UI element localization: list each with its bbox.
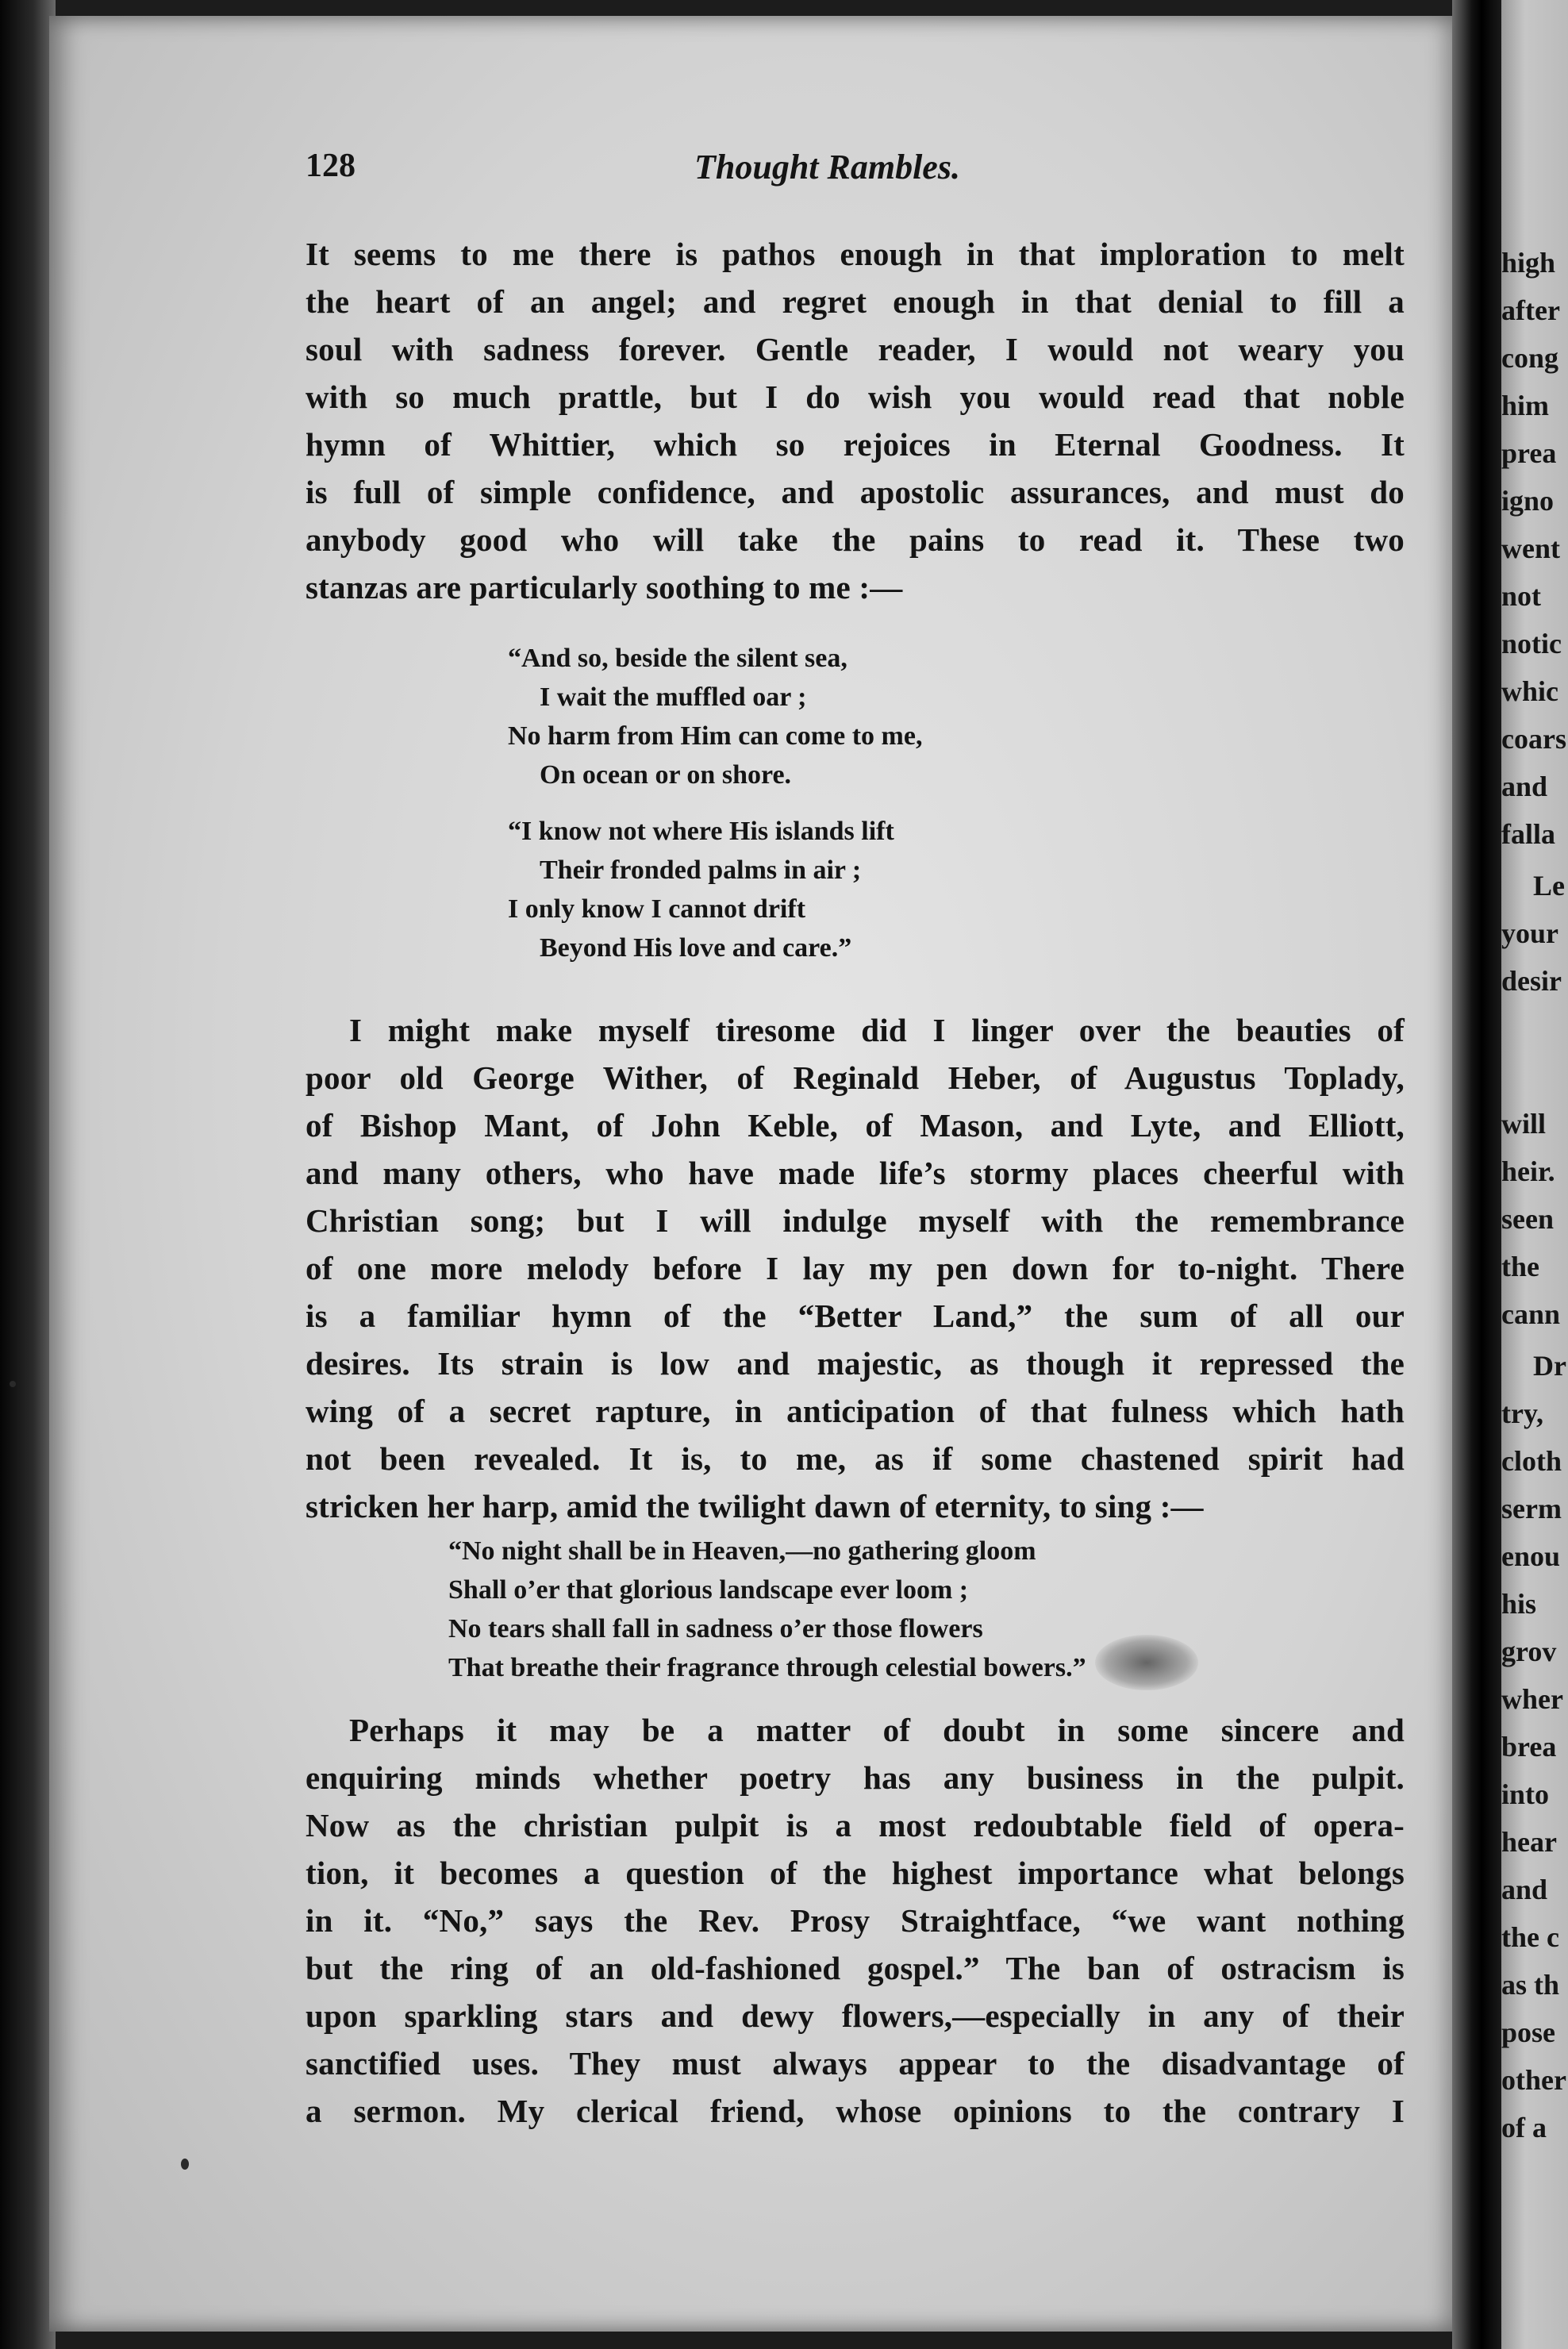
text-line: enquiring minds whether poetry has any business in the pulpit.	[306, 1759, 1405, 1796]
text-line: with so much prattle, but I do wish you would read that noble	[306, 379, 1405, 415]
facing-page-fragment: coars	[1501, 723, 1566, 755]
text-line: the heart of an angel; and regret enough in that denial to fill a	[306, 283, 1405, 320]
facing-page-fragment: whic	[1501, 675, 1558, 707]
facing-page-fragment: desir	[1501, 965, 1562, 997]
poem-quotation-2	[448, 1532, 1086, 1687]
paragraph-1	[306, 230, 1405, 611]
facing-page-fragment: igno	[1501, 485, 1555, 517]
text-line: soul with sadness forever. Gentle reader, I would not weary you	[306, 331, 1405, 367]
facing-page-fragment: not	[1501, 580, 1542, 612]
book-gutter	[1452, 0, 1501, 2349]
text-line: stricken her harp, amid the twilight dawn of eternity, to sing :—	[306, 1488, 1204, 1524]
facing-page-fragment: try,	[1501, 1397, 1543, 1429]
facing-page-fragment: brea	[1501, 1731, 1557, 1763]
poem-verse: No harm from Him can come to me,	[508, 721, 923, 751]
facing-page-fragment: as th	[1501, 1969, 1560, 2001]
text-line: and many others, who have made life’s stormy places cheerful with	[306, 1155, 1405, 1191]
poem-verse: Beyond His love and care.”	[540, 933, 852, 963]
poem-verse: No tears shall fall in sadness o’er those flowers	[448, 1614, 983, 1644]
text-line: desires. Its strain is low and majestic, as though it repressed the	[306, 1345, 1405, 1382]
text-line: but the ring of an old-fashioned gospel.” The ban of ostracism is	[306, 1950, 1405, 1986]
facing-page-fragment: grov	[1501, 1636, 1557, 1667]
facing-page-fragment: seen	[1501, 1203, 1554, 1235]
poem-stanza	[508, 639, 922, 794]
facing-page-fragment: into	[1501, 1778, 1550, 1810]
text-line: a sermon. My clerical friend, whose opinions to the contrary I	[306, 2093, 1405, 2129]
ink-blot	[1095, 1635, 1198, 1690]
text-line: Christian song; but I will indulge myself with the remembrance	[306, 1202, 1405, 1239]
text-line: tion, it becomes a question of the highest importance what belongs	[306, 1855, 1405, 1891]
facing-page-fragment: hear	[1501, 1826, 1557, 1858]
text-line: Now as the christian pulpit is a most redoubtable field of opera-	[306, 1807, 1405, 1843]
running-title: Thought Rambles.	[694, 148, 960, 186]
facing-page-fragment: falla	[1501, 818, 1555, 850]
facing-page-fragment: enou	[1501, 1540, 1561, 1572]
facing-page-fragment: and	[1501, 771, 1548, 802]
facing-page-fragment: cloth	[1501, 1445, 1562, 1477]
text-line: of one more melody before I lay my pen down for to-night. There	[306, 1250, 1405, 1286]
page-number: 128	[306, 148, 355, 184]
poem-verse: “I know not where His islands lift	[508, 817, 894, 846]
poem-verse: That breathe their fragrance through celestial bowers.”	[448, 1653, 1086, 1682]
facing-page-fragment: cong	[1501, 342, 1558, 374]
text-line: stanzas are particularly soothing to me :—	[306, 569, 903, 606]
facing-page-fragment: cann	[1501, 1298, 1561, 1330]
poem-verse: On ocean or on shore.	[540, 760, 792, 790]
facing-page-fragment: after	[1501, 294, 1560, 326]
text-line: is a familiar hymn of the “Better Land,” the sum of all our	[306, 1298, 1405, 1334]
facing-page-fragment: high	[1501, 247, 1556, 279]
facing-page-fragment: notic	[1501, 628, 1562, 659]
facing-page-fragment: pose	[1501, 2016, 1556, 2048]
poem-verse: “And so, beside the silent sea,	[508, 644, 847, 673]
text-line: of Bishop Mant, of John Keble, of Mason, and Lyte, and Elliott,	[306, 1107, 1405, 1144]
text-line: poor old George Wither, of Reginald Heber, of Augustus Toplady,	[306, 1059, 1405, 1096]
facing-page-fragment: of a	[1501, 2112, 1547, 2143]
facing-page-fragment: prea	[1501, 437, 1557, 469]
text-line: hymn of Whittier, which so rejoices in Eternal Goodness. It	[306, 426, 1405, 463]
ink-speck	[10, 1381, 16, 1387]
text-line: not been revealed. It is, to me, as if some chastened spirit had	[306, 1440, 1405, 1477]
facing-page-edge	[1501, 0, 1568, 2349]
facing-page-fragment: your	[1501, 917, 1558, 949]
text-line: in it. “No,” says the Rev. Prosy Straightface, “we want nothing	[306, 1902, 1405, 1939]
poem-quotation-1	[508, 639, 922, 985]
paragraph-2	[306, 1006, 1405, 1530]
facing-page-fragment: Dr	[1533, 1350, 1566, 1382]
page-header	[306, 147, 1409, 194]
facing-page-fragment: will	[1501, 1108, 1547, 1140]
facing-page-fragment: the c	[1501, 1921, 1559, 1953]
paragraph-3	[306, 1706, 1405, 2135]
book-left-edge	[0, 0, 56, 2349]
poem-verse: Their fronded palms in air ;	[540, 855, 862, 885]
poem-verse: I wait the muffled oar ;	[540, 682, 807, 712]
text-line: Perhaps it may be a matter of doubt in some sincere and	[349, 1712, 1405, 1748]
facing-page-fragment: other	[1501, 2064, 1566, 2096]
text-line: is full of simple confidence, and apostolic assurances, and must do	[306, 474, 1405, 510]
poem-stanza	[508, 812, 922, 967]
text-line: upon sparkling stars and dewy flowers,—especially in any of their	[306, 1997, 1405, 2034]
facing-page-fragment: heir.	[1501, 1155, 1555, 1187]
text-line: It seems to me there is pathos enough in that imploration to melt	[306, 236, 1405, 272]
ink-speck	[181, 2159, 189, 2170]
facing-page-fragment: went	[1501, 532, 1560, 564]
facing-page-fragment: wher	[1501, 1683, 1563, 1715]
facing-page-fragment: and	[1501, 1874, 1548, 1905]
facing-page-fragment: serm	[1501, 1493, 1562, 1524]
facing-page-fragment: him	[1501, 390, 1550, 421]
poem-verse: Shall o’er that glorious landscape ever loom ;	[448, 1575, 969, 1605]
poem-verse: “No night shall be in Heaven,—no gathering gloom	[448, 1536, 1036, 1566]
facing-page-fragment: the	[1501, 1251, 1539, 1282]
poem-verse: I only know I cannot drift	[508, 894, 806, 924]
text-line: sanctified uses. They must always appear to the disadvantage of	[306, 2045, 1405, 2082]
text-line: anybody good who will take the pains to read it. These two	[306, 521, 1405, 558]
text-line: I might make myself tiresome did I linger over the beauties of	[349, 1012, 1405, 1048]
facing-page-fragment: his	[1501, 1588, 1537, 1620]
facing-page-fragment: Le	[1533, 870, 1565, 902]
text-line: wing of a secret rapture, in anticipation of that fulness which hath	[306, 1393, 1405, 1429]
